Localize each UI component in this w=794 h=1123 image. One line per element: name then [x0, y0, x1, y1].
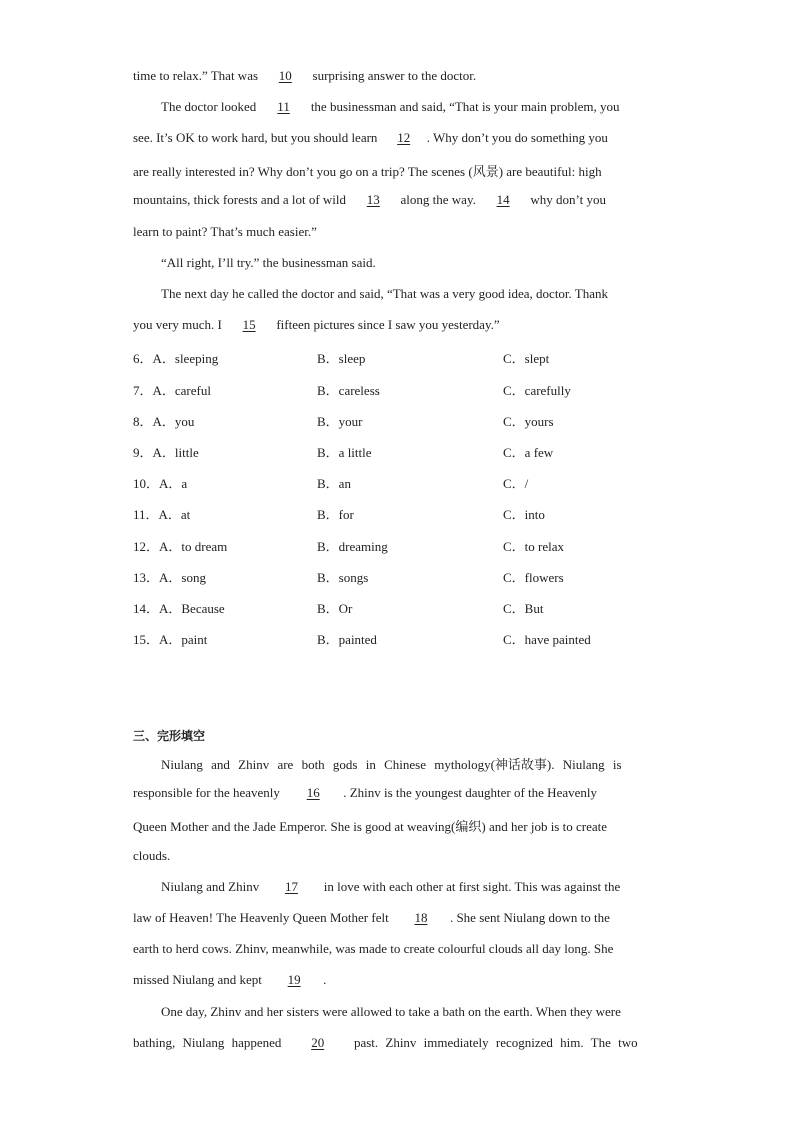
passage-line: [133, 785, 597, 801]
option-c[interactable]: C．have painted: [503, 632, 591, 647]
text: missed Niulang and kept: [133, 972, 262, 987]
blank-15[interactable]: 15: [242, 317, 256, 332]
option-c[interactable]: C．yours: [503, 414, 554, 429]
option-a[interactable]: a: [181, 476, 188, 491]
passage-line: [161, 99, 620, 115]
option-a[interactable]: you: [174, 414, 195, 429]
text: fifteen pictures since I saw you yesterday.”: [276, 317, 500, 332]
text: Niulang and Zhinv: [161, 879, 260, 894]
blank-17[interactable]: 17: [284, 879, 298, 894]
question-number: 7．A．careful: [133, 383, 211, 398]
text: law of Heaven! The Heavenly Queen Mother felt: [133, 910, 389, 925]
text: . Zhinv is the youngest daughter of the Heavenly: [343, 785, 597, 800]
option-c[interactable]: C．slept: [503, 351, 550, 366]
text: . She sent Niulang down to the: [449, 910, 610, 925]
option-c[interactable]: C．to relax: [503, 539, 565, 554]
option-b[interactable]: B．a little: [317, 445, 372, 460]
question-number: 15．A．paint: [133, 632, 208, 647]
passage-line: “All right, I’ll try.” the businessman said.: [161, 255, 376, 270]
passage-line: are really interested in? Why don’t you go on a trip? The scenes (风景) are beautiful: high: [133, 164, 602, 179]
option-a[interactable]: Because: [181, 601, 225, 616]
question-number: 10．A．a: [133, 476, 188, 491]
passage-line: Queen Mother and the Jade Emperor. She is good at weaving(编织) and her job is to create: [133, 819, 607, 834]
passage-line: [133, 910, 610, 926]
text: you very much. I: [133, 317, 222, 332]
blank-20[interactable]: 20: [311, 1035, 325, 1050]
text: time to relax.” That was: [133, 68, 259, 83]
option-c[interactable]: C．a few: [503, 445, 554, 460]
text: .: [323, 972, 327, 987]
option-a[interactable]: to dream: [181, 539, 228, 554]
question-number: 13．A．song: [133, 570, 206, 585]
option-c[interactable]: C．/: [503, 476, 529, 491]
blank-18[interactable]: 18: [414, 910, 428, 925]
option-b[interactable]: B．an: [317, 476, 351, 491]
text: in love with each other at first sight. This was against the: [323, 879, 621, 894]
text: the businessman and said, “That is your main problem, you: [310, 99, 620, 114]
passage-line: [133, 972, 326, 988]
option-b[interactable]: B．songs: [317, 570, 369, 585]
text: The doctor looked: [161, 99, 257, 114]
option-c[interactable]: C．into: [503, 507, 545, 522]
blank-19[interactable]: 19: [287, 972, 301, 987]
passage-line: [161, 879, 620, 895]
question-number: 6．A．sleeping: [133, 351, 219, 366]
passage-line: [133, 1035, 638, 1051]
passage-line: learn to paint? That’s much easier.”: [133, 224, 317, 239]
question-number: 8．A．you: [133, 414, 195, 429]
text: past. Zhinv immediately recognized him. The two: [353, 1035, 638, 1050]
passage-line: [133, 317, 500, 333]
option-b[interactable]: B．careless: [317, 383, 380, 398]
question-number: 9．A．little: [133, 445, 199, 460]
text: bathing, Niulang happened: [133, 1035, 282, 1050]
blank-16[interactable]: 16: [306, 785, 320, 800]
blank-12[interactable]: 12: [397, 130, 411, 145]
passage-line: One day, Zhinv and her sisters were allowed to take a bath on the earth. When they were: [161, 1004, 621, 1019]
question-number: 14．A．Because: [133, 601, 225, 616]
blank-10[interactable]: 10: [278, 68, 292, 83]
text: mountains, thick forests and a lot of wild: [133, 192, 347, 207]
passage-line: clouds.: [133, 848, 171, 863]
section-heading: 三、完形填空: [133, 729, 206, 743]
option-b[interactable]: B．dreaming: [317, 539, 388, 554]
option-b[interactable]: B．sleep: [317, 351, 366, 366]
option-b[interactable]: B．your: [317, 414, 363, 429]
option-b[interactable]: B．for: [317, 507, 354, 522]
passage-line: [133, 192, 606, 208]
text: along the way.: [400, 192, 476, 207]
passage-line: The next day he called the doctor and said, “That was a very good idea, doctor. Thank: [161, 286, 609, 301]
option-a[interactable]: careful: [174, 383, 211, 398]
option-a[interactable]: at: [180, 507, 191, 522]
option-c[interactable]: C．But: [503, 601, 544, 616]
option-b[interactable]: B．painted: [317, 632, 377, 647]
option-b[interactable]: B．Or: [317, 601, 353, 616]
passage-line: Niulang and Zhinv are both gods in Chinese mythology(神话故事). Niulang is: [161, 757, 622, 772]
text: why don’t you: [530, 192, 606, 207]
blank-13[interactable]: 13: [366, 192, 380, 207]
text: see. It’s OK to work hard, but you should learn: [133, 130, 378, 145]
text: surprising answer to the doctor.: [312, 68, 477, 83]
passage-line: [133, 68, 476, 84]
question-number: 12．A．to dream: [133, 539, 228, 554]
option-a[interactable]: little: [174, 445, 199, 460]
text: responsible for the heavenly: [133, 785, 280, 800]
option-c[interactable]: C．carefully: [503, 383, 571, 398]
text: . Why don’t you do something you: [426, 130, 608, 145]
option-a[interactable]: paint: [181, 632, 208, 647]
option-c[interactable]: C．flowers: [503, 570, 564, 585]
passage-line: [133, 130, 608, 146]
passage-line: earth to herd cows. Zhinv, meanwhile, was made to create colourful clouds all day long. She: [133, 941, 614, 956]
question-number: 11．A．at: [133, 507, 191, 522]
blank-11[interactable]: 11: [277, 99, 290, 114]
blank-14[interactable]: 14: [496, 192, 510, 207]
option-a[interactable]: sleeping: [174, 351, 219, 366]
option-a[interactable]: song: [181, 570, 206, 585]
